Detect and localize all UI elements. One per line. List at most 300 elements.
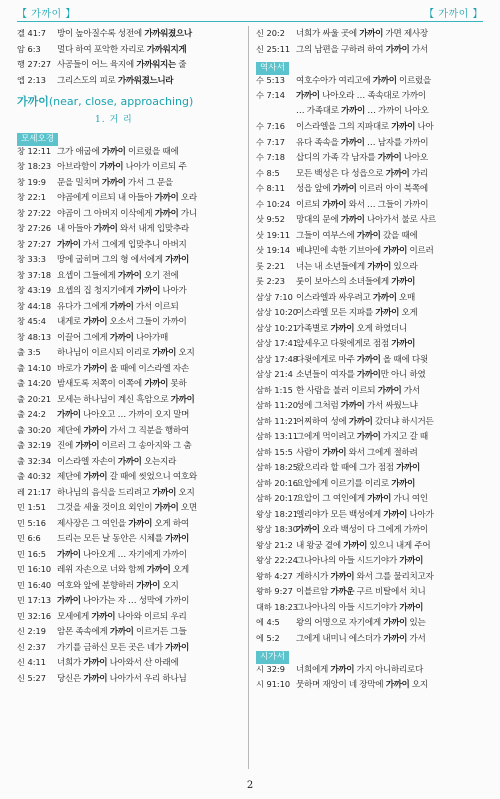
verse-text (296, 353, 488, 368)
verse-text-before: 제사장은 그 여인을 (57, 518, 129, 529)
keyword: 가까이 (154, 193, 179, 203)
keyword: 가까이 (57, 549, 81, 560)
verse-row (17, 392, 249, 408)
verse-row (17, 454, 249, 470)
keyword: 가까워졌으나 (144, 29, 192, 39)
verse-reference: 창 27:27 (17, 238, 52, 249)
verse-reference: 민 16:40 (17, 579, 52, 590)
verse-reference: 수 7:17 (256, 136, 285, 147)
verse-row (256, 274, 488, 290)
verse-text (296, 523, 488, 538)
keyword: 가까이 (57, 410, 81, 420)
verse-text-after: 만 아니 하였 (380, 370, 426, 380)
keyword: 가까이 (343, 540, 368, 551)
verse-text (296, 322, 488, 337)
keyword: 가까운 (330, 587, 355, 597)
verse-reference: 왕상 21:2 (256, 539, 293, 550)
verse-text-before: 이블르암 (296, 587, 331, 597)
keyword: 가까이 (372, 75, 397, 86)
verse-text-before: … 가족대로 (296, 105, 342, 116)
verse-row (17, 593, 249, 609)
verse-reference: 민 6:6 (17, 533, 41, 543)
verse-row (256, 181, 488, 197)
verse-text-after: 있으라 (391, 261, 418, 272)
verse-text-after: 가서 싸웠느냐 (364, 401, 418, 411)
verse-text-after: 가서 (401, 385, 420, 396)
verse-reference: 삼상 21:4 (256, 369, 293, 379)
verse-text-before: 멀다 하여 포악한 자리로 (57, 44, 147, 55)
verse-text-after: 있는 (407, 618, 426, 628)
verse-reference: 수 10:24 (256, 198, 291, 209)
verse-text (296, 554, 488, 569)
keyword: 가까이 (152, 348, 177, 358)
verse-text-after: 와서 그를 물리치고자 (354, 571, 434, 582)
verse-text (57, 470, 249, 485)
keyword: 가까이 (296, 91, 320, 101)
verse-text (57, 532, 249, 547)
verse-row (17, 407, 249, 423)
verse-text-after: 나아오라 … 족속대로 가까이 (319, 91, 426, 101)
verse-text-after: 나아가매 (133, 332, 169, 343)
verse-text (296, 337, 488, 352)
verse-text (296, 167, 488, 182)
verse-reference: 행 27:27 (17, 59, 52, 69)
verse-text-before: 너희가 (57, 658, 84, 668)
verse-text-before: 그것을 세울 것이요 외인이 (57, 503, 155, 513)
verse-row (17, 376, 249, 392)
verse-text-after: 나아가는 자 … 성막에 가까이 (80, 596, 190, 606)
verse-text-after: 오라 (178, 193, 197, 203)
section-label-history: 역사서 (256, 57, 488, 73)
verse-text-before: 아브라함이 (57, 162, 100, 172)
verse-reference: 삼하 20:16 (256, 477, 299, 488)
keyword: 가까이 (330, 323, 355, 334)
concordance-rows-left (17, 144, 249, 687)
keyword: 가까이 (385, 680, 410, 690)
verse-text-after: 가니 여인 (391, 494, 428, 504)
entry-word: 가까이 (17, 95, 49, 108)
keyword: 가까워지는 (136, 60, 176, 70)
keyword: 가까이 (377, 153, 402, 163)
verse-reference: 창 48:13 (17, 331, 52, 342)
keyword: 가까이 (109, 301, 134, 312)
verse-text-after: 오지 (160, 580, 179, 591)
verse-row (256, 553, 488, 569)
verse-reference: 삿 19:14 (256, 245, 291, 255)
verse-text-before: 그들이 여부스에 (296, 230, 357, 241)
verse-row (17, 438, 249, 454)
verse-reference: 삼하 1:15 (256, 384, 293, 395)
header-rule (17, 21, 483, 22)
keyword: 가까이 (83, 673, 108, 684)
verse-row (256, 290, 488, 306)
verse-text-before: 야곱에게 이르되 내 아들아 (57, 193, 155, 203)
keyword: 가까이 (109, 627, 134, 637)
verse-reference: 신 20:2 (256, 28, 285, 38)
verse-text (296, 399, 488, 414)
verse-text-before: 망대의 문에 (296, 215, 341, 225)
keyword: 가까이 (330, 571, 355, 582)
verse-text (57, 563, 249, 578)
verse-text-before: 하나님의 음식을 드리려고 (57, 487, 153, 498)
verse-reference: 민 16:5 (17, 548, 46, 559)
verse-text-after: 오소서 그들이 가까이 (107, 317, 187, 327)
verse-reference: 삼상 7:10 (256, 291, 293, 302)
verse-row (256, 119, 488, 135)
verse-text-before: 그의 남편을 구하려 하여 (296, 44, 386, 55)
verse-row (256, 429, 488, 445)
verse-text-after: 오게 하여 (152, 518, 189, 529)
verse-text (57, 58, 249, 73)
entry-heading (17, 92, 249, 112)
verse-text (57, 439, 249, 454)
verse-reference: 수 7:16 (256, 121, 285, 131)
verse-row (17, 144, 249, 160)
verse-row (256, 383, 488, 399)
verse-row (256, 600, 488, 616)
verse-reference: 왕하 4:27 (256, 570, 293, 581)
verse-row (256, 305, 488, 321)
keyword: 가까이 (383, 633, 408, 644)
verse-text-after: 가서 그에게 입맞추니 아버지 (80, 239, 187, 250)
keyword: 가까이 (165, 642, 189, 653)
verse-reference: 창 18:23 (17, 161, 52, 171)
keyword: 가까이 (322, 447, 347, 458)
verse-reference: 출 40:32 (17, 471, 52, 481)
verse-reference: 출 30:20 (17, 424, 52, 435)
verse-text-before: 베냐민에 속한 기브아에 (296, 246, 384, 256)
verse-reference: 삼하 15:5 (256, 446, 293, 457)
verse-text (296, 136, 488, 151)
verse-text-before: 가족별로 (296, 323, 331, 334)
verse-text-after: 이르거든 그들 (133, 627, 187, 637)
entry-gloss: (near, close, approaching) (48, 95, 194, 108)
verse-row (17, 314, 249, 330)
verse-text-after: 이르렀을 때에 (125, 146, 179, 157)
verse-text-before: 어찌하여 성에 (296, 416, 349, 427)
verse-text-after: 가니 (178, 208, 197, 219)
verse-text-before: 제단에 (57, 425, 84, 436)
verse-text-before: 너희가 싸울 곳에 (296, 29, 360, 39)
verse-text (57, 145, 249, 160)
verse-text (57, 594, 249, 609)
verse-text-before: 그리스도의 피로 (57, 75, 118, 86)
keyword: 가까이 (128, 518, 153, 529)
verse-reference: 시 91:10 (256, 679, 291, 689)
verse-text-before: 하나님이 이르시되 이리로 (57, 348, 153, 358)
verse-text (296, 539, 488, 554)
keyword: 가까이 (391, 122, 416, 132)
verse-text (296, 306, 488, 321)
verse-row (256, 522, 488, 538)
keyword: 가까이 (109, 332, 134, 343)
verse-text-before: 레위 자손으로 너와 함께 (57, 565, 147, 575)
verse-row (256, 662, 488, 678)
verse-text (57, 641, 249, 656)
verse-text-before: 방이 높아질수록 성전에 (57, 29, 145, 39)
verse-text-before: 요셉의 집 청지기에게 (57, 286, 137, 296)
verse-reference: 창 37:18 (17, 269, 52, 280)
verse-text (57, 176, 249, 191)
verse-text (296, 477, 488, 492)
verse-text-after: 오면 (178, 503, 197, 513)
verse-text (57, 331, 249, 346)
verse-text (296, 492, 488, 507)
verse-reference: 창 45:4 (17, 316, 46, 326)
verse-text-after: 나아가서 우리 하나님 (107, 673, 187, 684)
sense-heading: 1. 거 리 (95, 115, 133, 125)
verse-reference: 왕하 9:27 (256, 586, 293, 596)
verse-text (57, 393, 249, 408)
verse-text-after: … 가까이 나아오 (364, 105, 429, 116)
verse-row (256, 538, 488, 554)
verse-reference: 출 20:21 (17, 393, 52, 404)
verse-text-after: 오게 (399, 308, 418, 318)
keyword: 가까이 (385, 168, 410, 179)
verse-row (256, 197, 488, 213)
verse-text-after: 오기 전에 (141, 270, 179, 281)
keyword: 가까이 (296, 525, 320, 535)
keyword: 가까이 (101, 146, 126, 157)
keyword: 가까이 (136, 286, 161, 296)
verse-text-before: 삽디의 가족 각 남자를 (296, 153, 378, 163)
verse-row (256, 259, 488, 275)
verse-text-after: 나아와 이르되 우리 (115, 611, 187, 622)
verse-text-after: 나아오고 … 가까이 오지 말며 (80, 410, 190, 420)
verse-text-after: 오지 (409, 680, 428, 690)
verse-text-after: 와서 그에게 절하려 (346, 447, 418, 458)
verse-text (296, 632, 488, 647)
verse-row (17, 469, 249, 485)
previous-entry-rows (17, 26, 249, 88)
verse-text-after: 나아 (415, 122, 434, 132)
verse-reference: 시 32:9 (256, 663, 285, 674)
verse-row (256, 615, 488, 631)
verse-reference: 엡 2:13 (17, 74, 46, 85)
verse-text-after: 오라 백성이 다 그에게 가까이 (319, 525, 428, 535)
verse-row (17, 547, 249, 563)
keyword: 가까이 (399, 602, 424, 613)
verse-text-after: 오지 (176, 348, 195, 358)
verse-text-before: 다윗에게로 마주 (296, 354, 357, 365)
verse-text (296, 74, 488, 89)
verse-reference: 창 44:18 (17, 300, 52, 311)
keyword: 가까이 (359, 29, 384, 39)
verse-row (256, 398, 488, 414)
keyword: 가까이 (154, 208, 179, 219)
verse-text-after: 나아와서 산 아래에 (107, 658, 179, 668)
verse-text-after: 줄 (175, 60, 187, 70)
verse-text-before: 밤새도록 저쪽이 이쪽에 (57, 379, 145, 389)
verse-text-before: 제단에 (57, 472, 84, 482)
right-column (256, 26, 488, 693)
verse-reference: 민 17:13 (17, 595, 52, 605)
keyword: 가까이 (383, 509, 408, 520)
verse-text-before: 그나아나의 아들 시드기야가 (296, 602, 400, 613)
keyword: 가까이 (170, 394, 195, 405)
verse-row (256, 460, 488, 476)
verse-text-after: 와서 내게 입맞추라 (117, 224, 189, 234)
keyword: 가까이 (83, 425, 108, 436)
verse-text (296, 430, 488, 445)
keyword: 가까이 (367, 494, 392, 504)
section-label-poetry: 시가서 (256, 646, 488, 662)
left-column (17, 26, 249, 686)
verse-text (57, 362, 249, 377)
verse-reference: 신 2:37 (17, 641, 46, 652)
verse-text (296, 244, 488, 259)
verse-text (57, 222, 249, 237)
keyword: 가까이 (348, 416, 373, 427)
verse-text-after: 올 때에 이스라엘 자손 (107, 363, 189, 374)
verse-text-after: 갔더냐 하시거든 (372, 416, 434, 427)
verse-text (57, 579, 249, 594)
verse-text (57, 284, 249, 299)
verse-text-after: 나아가 이르되 주 (123, 162, 187, 172)
verse-text-before: 모든 백성은 다 성읍으로 (296, 168, 386, 179)
verse-text-after: 가서 (407, 633, 426, 644)
verse-row (256, 445, 488, 461)
verse-text (57, 346, 249, 361)
verse-reference: 삼하 11:21 (256, 415, 299, 426)
verse-reference: 에 4:5 (256, 617, 280, 627)
keyword: 가까이 (83, 363, 108, 374)
verse-text-before: 드리는 모든 날 동안은 시체를 (57, 534, 166, 544)
verse-row (256, 26, 488, 42)
verse-reference: 레 21:17 (17, 486, 52, 497)
verse-text-before: 여호수아가 여리고에 (296, 75, 373, 86)
verse-row (17, 640, 249, 656)
verse-text (57, 74, 249, 89)
keyword: 가까이 (165, 255, 189, 265)
verse-text (57, 160, 249, 175)
keyword: 가까이 (75, 441, 100, 451)
verse-reference: 삼하 18:25 (256, 462, 299, 472)
keyword: 가까이 (91, 611, 116, 622)
verse-reference: 출 24:2 (17, 409, 46, 419)
verse-text-before: 가기를 금하신 모든 곳은 네가 (57, 642, 166, 653)
verse-text-before: 왕의 어명으로 자기에게 (296, 618, 384, 628)
verse-text-before: 내 왕궁 곁에 (296, 540, 344, 551)
verse-text (57, 672, 249, 687)
verse-text-before: 한 사람을 불러 이르되 (296, 385, 378, 396)
verse-text (57, 253, 249, 268)
verse-text-after: 이르러 아이 북쪽에 (356, 184, 428, 194)
verse-row (256, 166, 488, 182)
verse-reference: 민 32:16 (17, 610, 52, 621)
keyword: 가까이 (136, 580, 161, 591)
verse-text-before: 사공들이 어느 육지에 (57, 60, 137, 70)
keyword: 가까이 (383, 246, 408, 256)
verse-text (296, 384, 488, 399)
verse-reference: 룻 2:23 (256, 276, 285, 286)
verse-text (57, 517, 249, 532)
verse-text (296, 663, 488, 678)
verse-text-before: 이르되 (296, 199, 323, 210)
keyword: 가까이 (372, 292, 397, 303)
verse-text-before: 요압에게 이르기를 이리로 (296, 478, 392, 489)
keyword: 가까이 (396, 463, 420, 473)
verse-text (296, 43, 488, 58)
verse-text-before: 이끌어 그에게 (57, 332, 110, 343)
verse-reference: 삿 19:11 (256, 229, 291, 240)
verse-text (296, 601, 488, 616)
verse-text-before: 진에 (57, 441, 76, 451)
verse-text (57, 43, 249, 58)
verse-reference: 수 7:14 (256, 90, 285, 100)
verse-reference: 창 22:1 (17, 192, 46, 202)
verse-text-after: 오매 (396, 292, 416, 303)
verse-text-before: 사람이 (296, 447, 323, 458)
verse-reference: 삼상 17:41 (256, 338, 299, 348)
verse-reference: 에 5:2 (256, 632, 280, 643)
verse-text (57, 377, 249, 392)
verse-text-before: 모세에게 (57, 611, 92, 622)
keyword: 가까이 (391, 339, 416, 349)
keyword: 가까이 (99, 162, 124, 172)
verse-reference: 삼상 10:20 (256, 307, 299, 317)
verse-text-before: 땅에 굽히며 그의 형 에서에게 (57, 255, 166, 265)
verse-text-after: 가서 (409, 44, 428, 55)
verse-reference: 민 16:10 (17, 564, 52, 574)
keyword: 가까이 (165, 534, 189, 544)
verse-reference: 창 27:26 (17, 223, 52, 233)
verse-text-before: 암몬 족속에게 (57, 627, 110, 637)
verse-row (17, 237, 249, 253)
running-header-right: 【 가까이 】 (424, 9, 483, 20)
verse-row (256, 243, 488, 259)
verse-text-after: 나아가 (160, 286, 187, 296)
verse-text (57, 625, 249, 640)
keyword: 가까이 (391, 277, 416, 287)
verse-reference: 삼상 10:21 (256, 322, 299, 333)
verse-text (296, 213, 488, 228)
verse-reference: 신 4:11 (17, 657, 46, 667)
verse-reference: 출 32:34 (17, 455, 52, 466)
verse-reference: 왕상 18:30 (256, 524, 299, 534)
verse-row (17, 283, 249, 299)
keyword: 가까이 (356, 230, 381, 241)
verse-text-before: 내게로 (57, 317, 84, 327)
verse-row (17, 345, 249, 361)
verse-text (57, 27, 249, 42)
verse-text-after: 올 때에 다윗 (380, 354, 428, 365)
verse-text-before: 뭇하며 재앙이 네 장막에 (296, 680, 386, 690)
verse-reference: 삼하 13:11 (256, 431, 299, 441)
verse-reference: 창 43:19 (17, 285, 52, 295)
verse-text-after: 이르렀을 (396, 75, 432, 86)
verse-row (17, 252, 249, 268)
verse-text (57, 315, 249, 330)
verse-text-after: 가서 그 문을 (125, 177, 173, 188)
verse-row (17, 73, 249, 89)
verse-text-before: 너희에게 (296, 664, 331, 675)
verse-text (57, 501, 249, 516)
verse-reference: 출 32:19 (17, 440, 52, 450)
verse-text (296, 461, 488, 476)
verse-row (256, 150, 488, 166)
verse-reference: 수 8:11 (256, 183, 285, 193)
verse-text (57, 269, 249, 284)
keyword: 가까이 (340, 215, 365, 225)
verse-row (256, 212, 488, 228)
verse-reference: 삿 9:52 (256, 214, 285, 224)
section-label-pentateuch: 모세오경 (17, 128, 249, 144)
keyword: 가까이 (57, 596, 81, 606)
concordance-rows-right (256, 73, 488, 647)
verse-row (17, 485, 249, 501)
verse-text-before: 이스라엘을 그의 지파대로 (296, 122, 392, 132)
